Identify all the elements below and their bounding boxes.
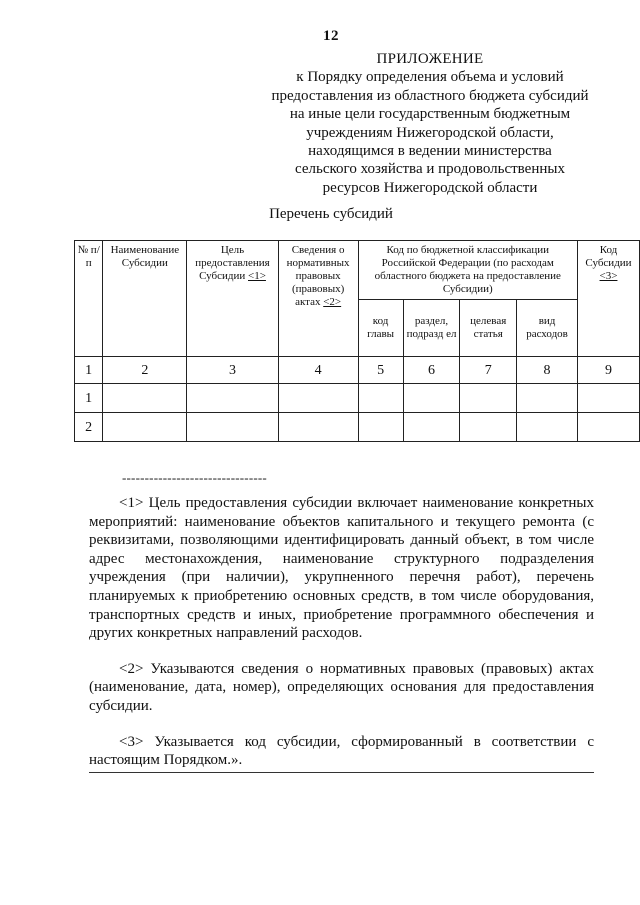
subheader-chapter: код главы: [358, 300, 403, 357]
footnotes: [89, 494, 594, 787]
header-num: № п/п: [75, 241, 103, 357]
table-cell: [403, 384, 460, 413]
column-number: 4: [278, 357, 358, 384]
table-cell: [517, 413, 578, 442]
table-cell: [103, 384, 187, 413]
footnote-2: <2> Указываются сведения о нормативных правовых (правовых) актах (наименование, дата, номер), определяющих основания для предоставления субсидии.: [89, 660, 594, 714]
column-number: 7: [460, 357, 517, 384]
table-cell: [517, 384, 578, 413]
list-title: Перечень субсидий: [269, 206, 393, 222]
appendix-line: сельского хозяйства и продовольственных: [295, 161, 565, 178]
table-cell: [358, 384, 403, 413]
header-goal: [187, 241, 278, 357]
table-row: [75, 413, 640, 442]
table-cell: [278, 384, 358, 413]
table-cell: [358, 413, 403, 442]
table-header-row: [75, 241, 640, 300]
table-cell: [187, 413, 278, 442]
table-cell: [103, 413, 187, 442]
footnote-separator: --------------------------------: [122, 470, 267, 485]
appendix-block: [260, 50, 600, 197]
page-number: 12: [323, 28, 339, 44]
column-number: 2: [103, 357, 187, 384]
appendix-title: ПРИЛОЖЕНИЕ: [376, 51, 484, 67]
table-cell: [577, 384, 639, 413]
appendix-line: на иные цели государственным бюджетным: [289, 106, 571, 123]
header-code-text: Код Субсидии: [585, 244, 632, 269]
table-row: [75, 384, 640, 413]
appendix-line: предоставления из областного бюджета субсидий: [271, 87, 589, 104]
column-number: 8: [517, 357, 578, 384]
header-acts-text: Сведения о нормативных правовых (правовых) актах: [286, 244, 350, 308]
table-cell: [403, 413, 460, 442]
appendix-line: ресурсов Нижегородской области: [322, 179, 538, 196]
footnote-ref-3: <3>: [599, 270, 618, 282]
footnote-ref-2: <2>: [323, 296, 342, 308]
footnote-3: <3> Указывается код субсидии, сформированный в соответствии с настоящим Порядком.».: [89, 733, 594, 769]
header-name: Наименование Субсидии: [103, 241, 187, 357]
row-num: 1: [75, 384, 103, 413]
header-goal-text: Цель предоставления Субсидии: [195, 244, 270, 282]
header-budget-code: Код по бюджетной классификации Российской Федерации (по расходам областного бюджета на предоставление Субсидии): [358, 241, 577, 300]
subheader-expense: вид расходов: [517, 300, 578, 357]
header-code: [577, 241, 639, 357]
footnote-1: <1> Цель предоставления субсидии включает наименование конкретных мероприятий: наименование объектов капитального и текущего ремонта (с реквизитами, позволяющими идентифицировать данный объект, в том числе адрес местонахождения, наименование структурного подразделения учреждения (при наличии), укрупненного перечня работ), перечень планируемых к приобретению основных средств, в том числе оборудования, транспортных средств и иных, приобретение программного обеспечения и других конкретных направлений расходов.: [89, 495, 594, 642]
table-cell: [460, 384, 517, 413]
appendix-line: находящимся в ведении министерства: [308, 143, 552, 160]
column-number: 6: [403, 357, 460, 384]
subsidies-table: [74, 240, 640, 442]
column-number: 1: [75, 357, 103, 384]
table-cell: [460, 413, 517, 442]
appendix-line: учреждениям Нижегородской области,: [306, 124, 554, 141]
subheader-section: раздел, подразд ел: [403, 300, 460, 357]
table-cell: [187, 384, 278, 413]
column-number-row: [75, 357, 640, 384]
bottom-rule: [89, 772, 594, 773]
table-cell: [278, 413, 358, 442]
table-cell: [577, 413, 639, 442]
subheader-target: целевая статья: [460, 300, 517, 357]
column-number: 3: [187, 357, 278, 384]
footnote-ref-1: <1>: [248, 270, 266, 282]
row-num: 2: [75, 413, 103, 442]
header-acts: [278, 241, 358, 357]
column-number: 5: [358, 357, 403, 384]
appendix-line: к Порядку определения объема и условий: [296, 69, 564, 86]
column-number: 9: [577, 357, 639, 384]
